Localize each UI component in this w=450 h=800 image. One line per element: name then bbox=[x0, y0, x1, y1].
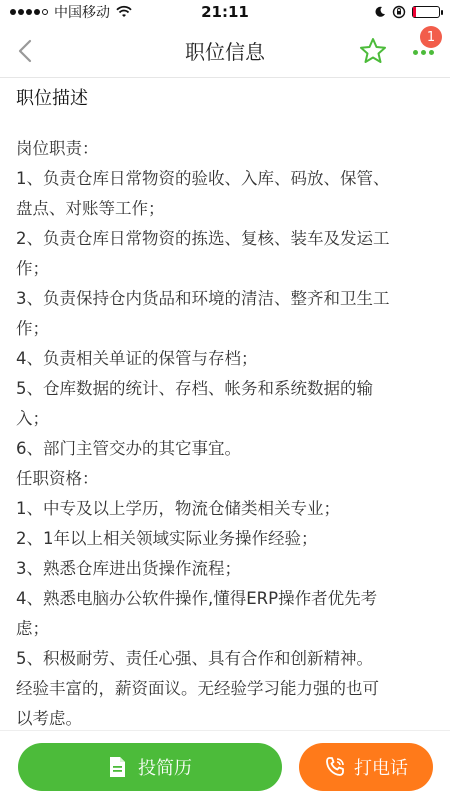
description-line: 6、部门主管交办的其它事宜。 bbox=[16, 439, 241, 458]
status-left bbox=[10, 2, 132, 22]
job-description-content bbox=[0, 78, 450, 730]
section-title: 职位描述 bbox=[16, 88, 88, 109]
description-line: 作； bbox=[16, 319, 49, 338]
description-line: 4、熟悉电脑办公软件操作,懂得ERP操作者优先考 bbox=[16, 589, 378, 608]
signal-icon bbox=[10, 9, 48, 15]
description-line: 3、负责保持仓内货品和环境的清洁、整齐和卫生工 bbox=[16, 289, 390, 308]
description-line: 岗位职责： bbox=[16, 139, 99, 158]
moon-icon bbox=[374, 6, 386, 18]
description-line: 1、中专及以上学历，物流仓储类相关专业； bbox=[16, 499, 340, 518]
description-line: 5、仓库数据的统计、存档、帐务和系统数据的输 bbox=[16, 379, 373, 398]
back-button[interactable] bbox=[10, 36, 40, 66]
description-line: 以考虑。 bbox=[16, 709, 82, 728]
bottom-action-bar bbox=[0, 730, 450, 800]
description-line: 2、1年以上相关领域实际业务操作经验； bbox=[16, 529, 318, 548]
more-dot bbox=[429, 50, 434, 55]
phone-icon bbox=[324, 756, 346, 778]
description-line: 2、负责仓库日常物资的拣选、复核、装车及发运工 bbox=[16, 229, 390, 248]
description-line: 1、负责仓库日常物资的验收、入库、码放、保管、 bbox=[16, 169, 390, 188]
more-dot bbox=[421, 50, 426, 55]
description-list bbox=[16, 134, 434, 764]
page-title: 职位信息 bbox=[185, 40, 265, 64]
orientation-lock-icon bbox=[392, 5, 406, 19]
favorite-button[interactable] bbox=[358, 36, 388, 66]
call-button[interactable] bbox=[299, 743, 433, 791]
status-time: 21:11 bbox=[201, 3, 249, 21]
more-dot bbox=[413, 50, 418, 55]
submit-resume-label: 投简历 bbox=[138, 758, 192, 779]
star-icon bbox=[358, 36, 388, 66]
carrier-label: 中国移动 bbox=[54, 5, 110, 21]
wifi-icon bbox=[116, 6, 132, 18]
status-right bbox=[374, 5, 440, 19]
description-line: 入； bbox=[16, 409, 49, 428]
description-line: 虑； bbox=[16, 619, 49, 638]
document-icon bbox=[108, 756, 126, 778]
description-line: 经验丰富的，薪资面议。无经验学习能力强的也可 bbox=[16, 679, 379, 698]
battery-icon bbox=[412, 6, 440, 18]
description-line: 4、负责相关单证的保管与存档； bbox=[16, 349, 258, 368]
submit-resume-button[interactable] bbox=[18, 743, 282, 791]
description-line: 盘点、对账等工作； bbox=[16, 199, 165, 218]
description-line: 任职资格： bbox=[16, 469, 99, 488]
description-line: 5、积极耐劳、责任心强、具有合作和创新精神。 bbox=[16, 649, 373, 668]
back-chevron-icon bbox=[18, 39, 32, 63]
description-line: 作； bbox=[16, 259, 49, 278]
notification-badge: 1 bbox=[420, 26, 442, 48]
call-label: 打电话 bbox=[354, 758, 408, 779]
nav-bar bbox=[0, 24, 450, 78]
status-bar bbox=[0, 0, 450, 24]
description-line: 3、熟悉仓库进出货操作流程； bbox=[16, 559, 241, 578]
battery-level bbox=[413, 7, 416, 17]
